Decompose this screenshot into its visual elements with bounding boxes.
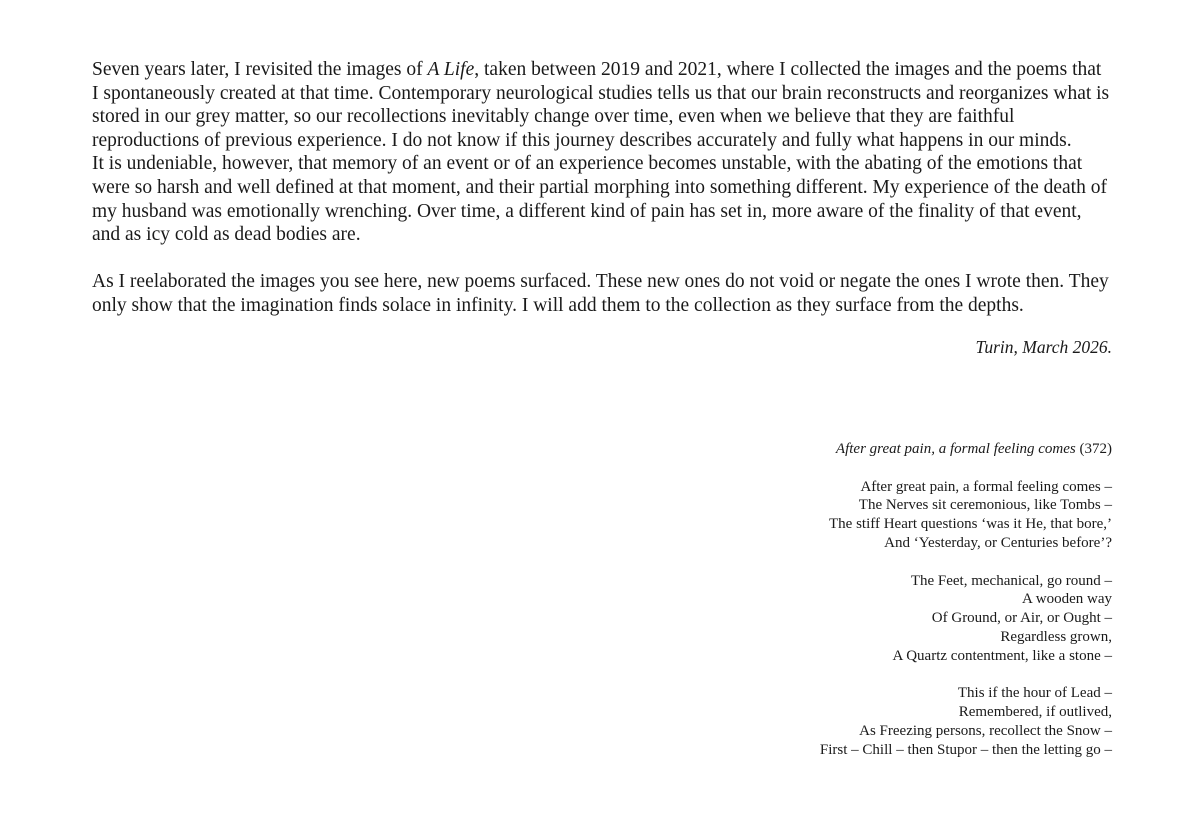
poem-line: After great pain, a formal feeling comes – xyxy=(860,478,1112,495)
essay-p1-continued: It is undeniable, however, that memory of an event or of an experience becomes unstable, with the abating of the emotions that were so harsh and well defined at that moment, and their partial morphing into something different. My experience of the death of my husband was emotionally wrenching. Over time, a different kind of pain has set in, more aware of the finality of that event, and as icy cold as dead bodies are. xyxy=(92,153,1107,246)
poem-line: And ‘Yesterday, or Centuries before’? xyxy=(884,534,1112,551)
essay-paragraph-2: As I reelaborated the images you see here, new poems surfaced. These new ones do not void or negate the ones I wrote then. They only show that the imagination finds solace in infinity. I will add them to the collection as they surface from the depths. xyxy=(92,271,1109,316)
poem-number: (372) xyxy=(1079,441,1112,457)
poem-line: Regardless grown, xyxy=(1000,628,1112,645)
poem xyxy=(632,440,1112,760)
essay-paragraph-1 xyxy=(92,58,1112,247)
poem-line: As Freezing persons, recollect the Snow – xyxy=(859,722,1112,739)
poem-title: After great pain, a formal feeling comes xyxy=(835,441,1076,457)
poem-line: A wooden way xyxy=(1022,591,1112,608)
poem-line: Of Ground, or Air, or Ought – xyxy=(931,610,1112,627)
poem-line: A Quartz contentment, like a stone – xyxy=(892,647,1112,664)
poem-heading xyxy=(632,440,1112,459)
place-date-signature: Turin, March 2026. xyxy=(975,337,1112,357)
poem-stanza xyxy=(632,572,1112,666)
essay-text xyxy=(92,58,1112,318)
poem-line: This if the hour of Lead – xyxy=(957,685,1112,702)
poem-stanza xyxy=(632,478,1112,553)
poem-line: First – Chill – then Stupor – then the letting go – xyxy=(819,741,1112,758)
poem-line: The stiff Heart questions ‘was it He, that bore,’ xyxy=(829,516,1112,533)
poem-line: Remembered, if outlived, xyxy=(958,704,1112,721)
essay-p1-start: Seven years later, I revisited the images of xyxy=(92,59,428,80)
book-title: A Life xyxy=(427,59,475,80)
essay-p1-rest: , taken between 2019 and 2021, where I collected the images and the poems that I spontaneously created at that time. Contemporary neurological studies tells us that our brain reconstructs and reorganizes what is stored in our grey matter, so our recollections inevitably change over time, even when we believe that they are faithful reproductions of previous experience. I do not know if this journey describes accurately and fully what happens in our minds. xyxy=(92,59,1110,151)
poem-line: The Feet, mechanical, go round – xyxy=(910,572,1112,589)
poem-stanza xyxy=(632,684,1112,759)
poem-line: The Nerves sit ceremonious, like Tombs – xyxy=(858,497,1112,514)
